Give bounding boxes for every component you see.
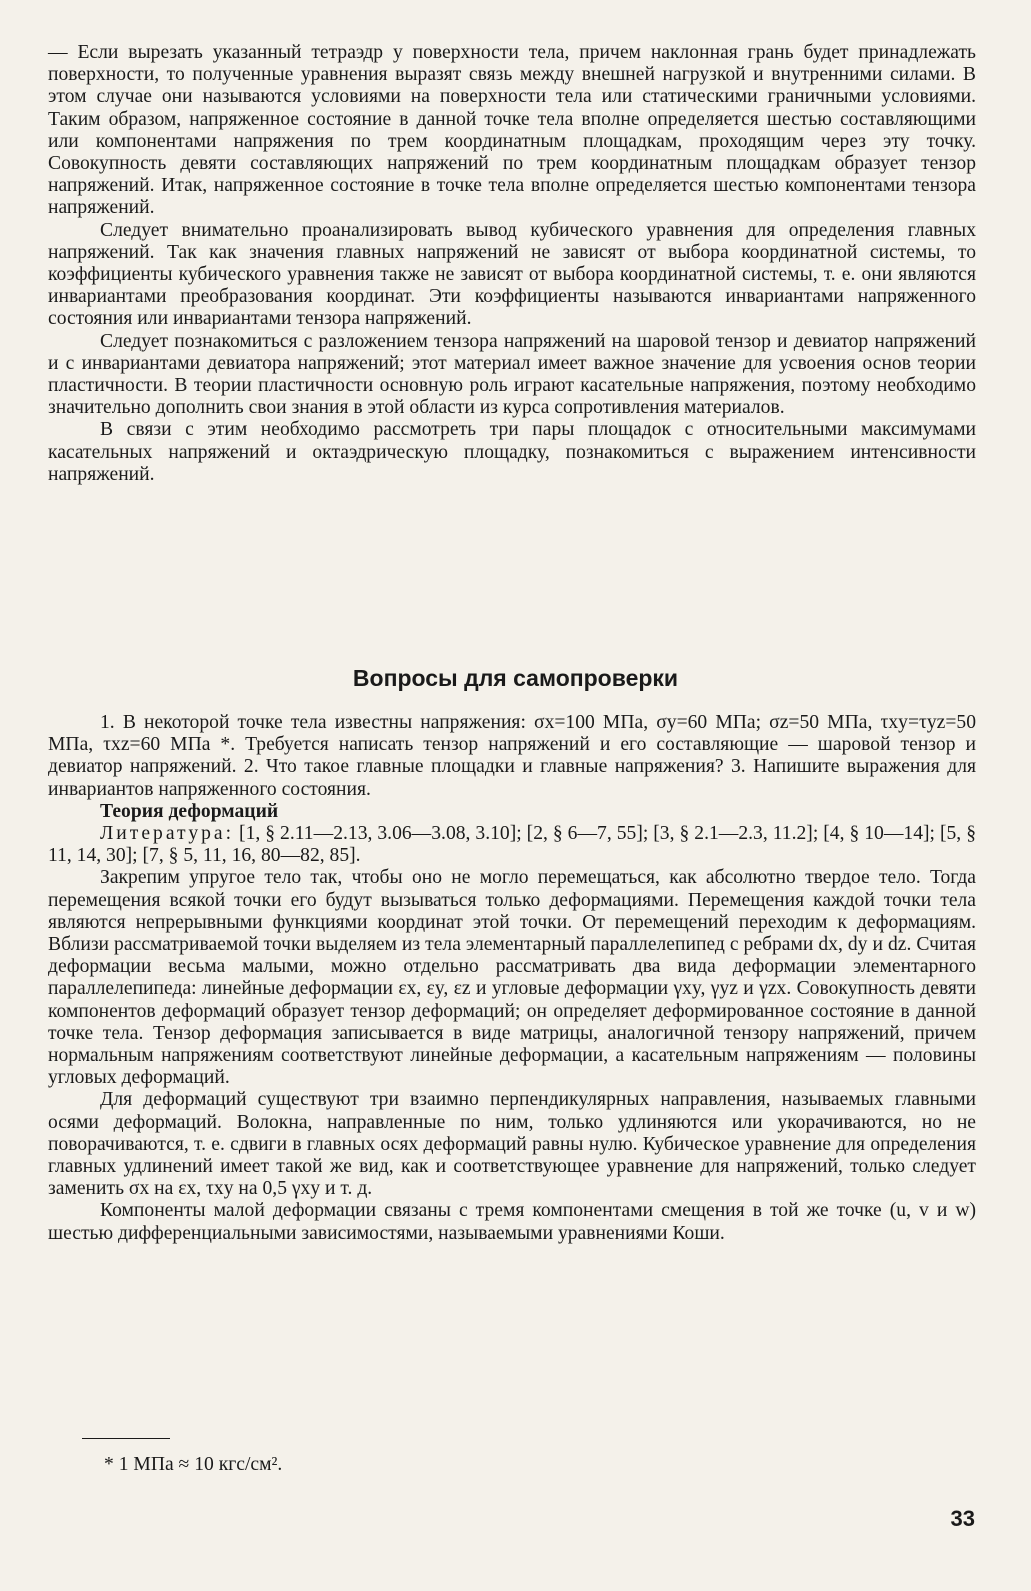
paragraph: Следует познакомиться с разложением тензора напряжений на шаровой тензор и девиатор напряжений и с инвариантами девиатора напряжений; этот материал имеет важное значение для усвоения основ теории пластичности. В теории пластичности основную роль играют касательные напряжения, поэтому необходимо значительно дополнить свои знания в этой области из курса сопротивления материалов.: [48, 330, 976, 419]
literature-line: [48, 823, 976, 867]
subsection-title: Теория деформаций: [100, 800, 279, 822]
literature-refs: [1, § 2.11—2.13, 3.06—3.08, 3.10]; [2, § 6—7, 55]; [3, § 2.1—2.3, 11.2]; [4, § 10—14]; [5, § 11, 14, 30]; [7, § 5, 11, 16, 80—82, 85].: [48, 823, 976, 867]
footnote-divider: [82, 1438, 170, 1439]
paragraph: Компоненты малой деформации связаны с тремя компонентами смещения в той же точке (u, v и w) шестью дифференциальными зависимостями, называемыми уравнениями Коши.: [48, 1200, 976, 1244]
paragraph: — Если вырезать указанный тетраэдр у поверхности тела, причем наклонная грань будет принадлежать поверхности, то полученные уравнения выразят связь между внешней нагрузкой и внутренними силами. В этом случае они называются условиями на поверхности тела или статическими граничными условиями. Таким образом, напряженное состояние в данной точке тела вполне определяется шестью составляющими или компонентами напряжения по трем координатным площадкам, проходящим через эту точку. Совокупность девяти составляющих напряжений по трем координатным площадкам образует тензор напряжений. Итак, напряженное состояние в точке тела вполне определяется шестью компонентами тензора напряжений.: [48, 42, 976, 219]
paragraph: Для деформаций существуют три взаимно перпендикулярных направления, называемых главными осями деформаций. Волокна, направленные по ним, только удлиняются или укорачиваются, но не поворачиваются, т. е. сдвиги в главных осях деформаций равны нулю. Кубическое уравнение для определения главных удлинений имеет такой же вид, как и соответствующее уравнение для напряжений, только следует заменить σx на εx, τxy на 0,5 γxy и т. д.: [48, 1089, 976, 1200]
questions-block: [48, 712, 976, 1245]
literature-label: Литература:: [100, 823, 235, 845]
page-number: 33: [950, 1506, 975, 1531]
intro-text: [48, 42, 976, 486]
paragraph: Закрепим упругое тело так, чтобы оно не могло перемещаться, как абсолютно твердое тело. Тогда перемещения всякой точки его будут вызываться только деформациями. Перемещения каждой точки тела являются непрерывными функциями координат этой точки. От перемещений переходим к деформациям. Вблизи рассматриваемой точки выделяем из тела элементарный параллелепипед с ребрами dx, dy и dz. Считая деформации весьма малыми, можно отдельно рассматривать два вида деформации элементарного параллелепипеда: линейные деформации εx, εy, εz и угловые деформации γxy, γyz и γzx. Совокупность девяти компонентов деформаций образует тензор деформаций; он определяет деформированное состояние в данной точке тела. Тензор деформация записывается в виде матрицы, аналогичной тензору напряжений, причем нормальным напряжениям соответствуют линейные деформации, а касательным напряжениям — половины угловых деформаций.: [48, 867, 976, 1089]
paragraph: В связи с этим необходимо рассмотреть три пары площадок с относительными максимумами касательных напряжений и октаэдрическую площадку, познакомиться с выражением интенсивности напряжений.: [48, 419, 976, 485]
questions-text: 1. В некоторой точке тела известны напряжения: σx=100 МПа, σy=60 МПа; σz=50 МПа, τxy=τyz=50 МПа, τxz=60 МПа *. Требуется написать тензор напряжений и его составляющие — шаровой тензор и девиатор напряжений. 2. Что такое главные площадки и главные напряжения? 3. Напишите выражения для инвариантов напряженного состояния.: [48, 712, 976, 800]
paragraph: Следует внимательно проанализировать вывод кубического уравнения для определения главных напряжений. Так как значения главных напряжений не зависят от выбора координатной системы, то коэффициенты кубического уравнения также не зависят от выбора координатной системы, т. е. они являются инвариантами преобразования координат. Эти коэффициенты называются инвариантами напряженного состояния или инвариантами тензора напряжений.: [48, 219, 976, 330]
section-heading: Вопросы для самопроверки: [352, 665, 679, 691]
footnote: * 1 МПа ≈ 10 кгс/см².: [104, 1454, 283, 1475]
